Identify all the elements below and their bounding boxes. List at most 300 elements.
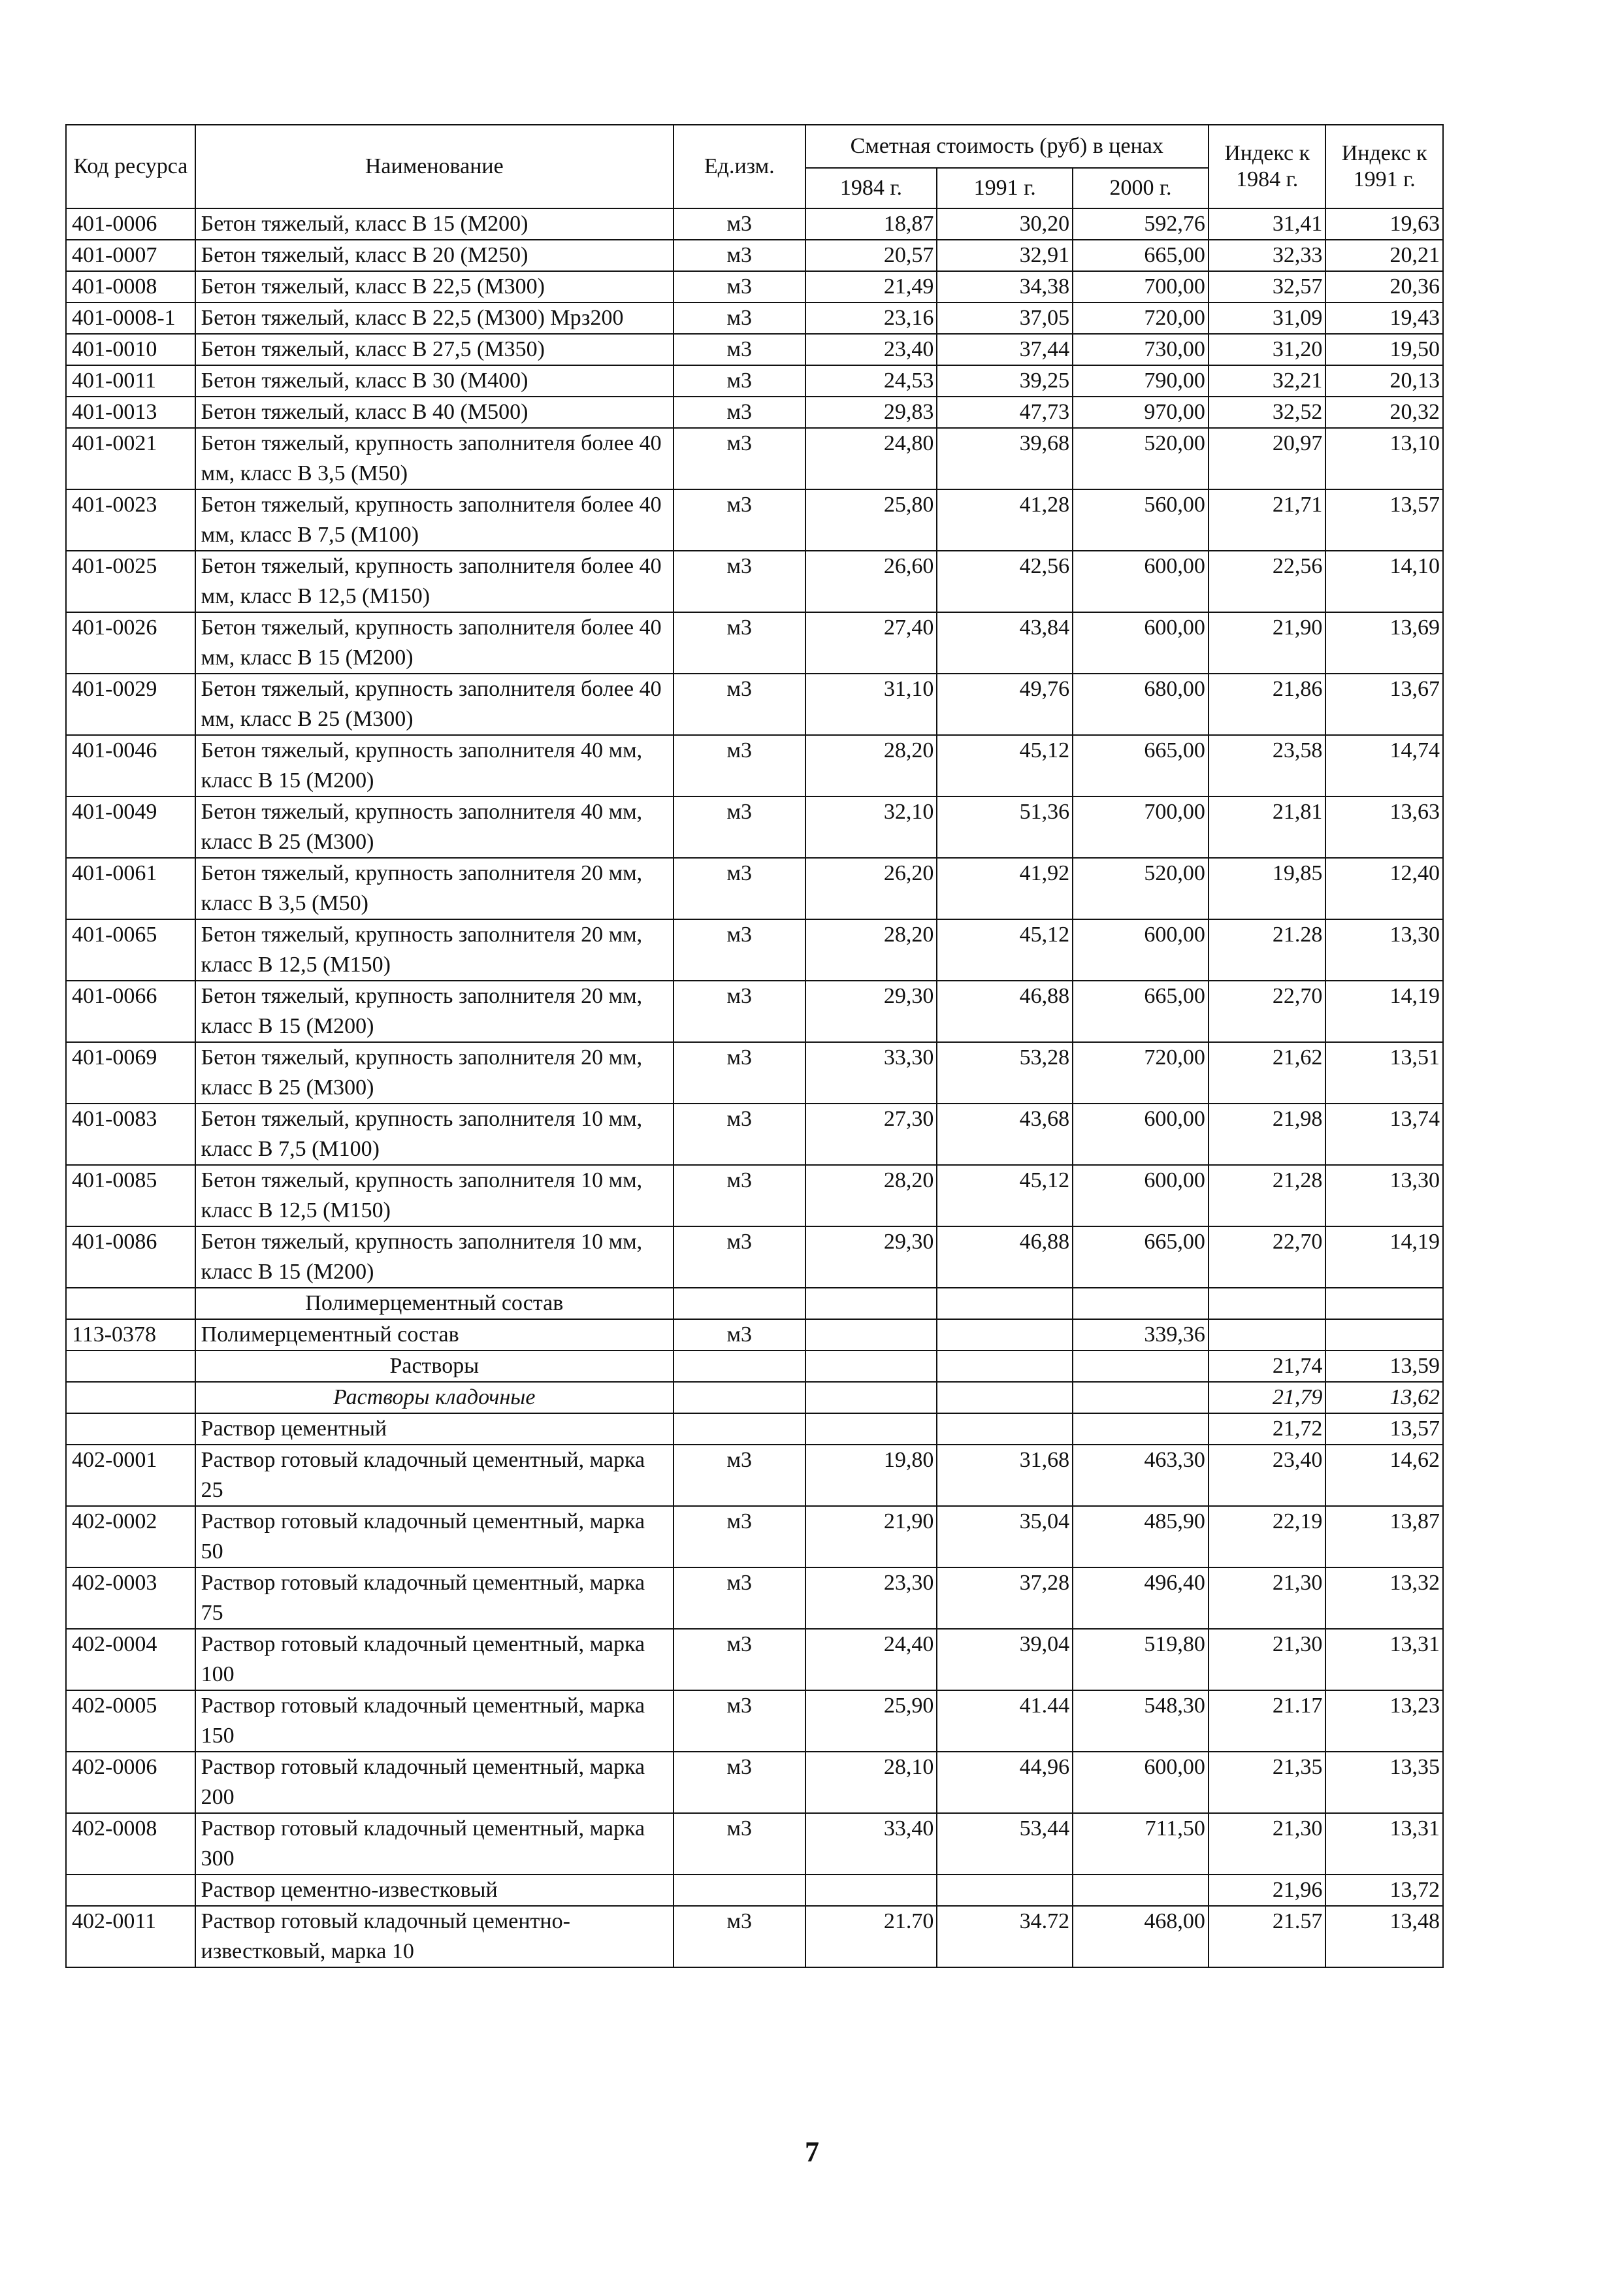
code-cell: 401-0061 [66, 858, 195, 919]
price-2000-cell: 560,00 [1073, 489, 1209, 551]
price-1991-cell: 47,73 [937, 397, 1073, 428]
price-1984-cell: 23,40 [805, 334, 937, 365]
unit-cell [674, 1875, 805, 1906]
header-index-1991: Индекс к 1991 г. [1325, 125, 1443, 208]
index-1984-cell: 22,70 [1209, 1226, 1326, 1288]
name-cell: Бетон тяжелый, класс В 15 (М200) [195, 208, 674, 240]
price-2000-cell: 680,00 [1073, 674, 1209, 735]
index-1991-cell: 14,19 [1325, 981, 1443, 1042]
index-1984-cell: 21.57 [1209, 1906, 1326, 1967]
index-1991-cell: 13,63 [1325, 796, 1443, 858]
index-1991-cell: 20,36 [1325, 271, 1443, 303]
price-1984-cell: 28,20 [805, 735, 937, 796]
index-1991-cell: 13,31 [1325, 1813, 1443, 1875]
price-2000-cell: 600,00 [1073, 551, 1209, 612]
code-cell: 401-0086 [66, 1226, 195, 1288]
name-cell: Бетон тяжелый, крупность заполнителя 20 мм, класс В 12,5 (М150) [195, 919, 674, 981]
price-1991-cell: 37,28 [937, 1567, 1073, 1629]
name-cell: Бетон тяжелый, класс В 27,5 (М350) [195, 334, 674, 365]
index-1991-cell: 12,40 [1325, 858, 1443, 919]
price-1984-cell: 24,53 [805, 365, 937, 397]
price-1984-cell [805, 1413, 937, 1445]
price-1991-cell: 31,68 [937, 1445, 1073, 1506]
table-row [66, 919, 1443, 981]
index-1984-cell: 21,71 [1209, 489, 1326, 551]
price-1984-cell: 26,20 [805, 858, 937, 919]
price-1984-cell: 28,10 [805, 1752, 937, 1813]
price-2000-cell: 720,00 [1073, 1042, 1209, 1104]
unit-cell: м3 [674, 858, 805, 919]
code-cell [66, 1382, 195, 1413]
name-cell: Бетон тяжелый, класс В 20 (М250) [195, 240, 674, 271]
price-1991-cell: 43,68 [937, 1104, 1073, 1165]
price-1984-cell: 28,20 [805, 919, 937, 981]
price-1984-cell: 28,20 [805, 1165, 937, 1226]
code-cell: 401-0011 [66, 365, 195, 397]
table-row [66, 1042, 1443, 1104]
name-cell: Бетон тяжелый, крупность заполнителя более 40 мм, класс В 3,5 (М50) [195, 428, 674, 489]
index-1991-cell: 13,32 [1325, 1567, 1443, 1629]
unit-cell: м3 [674, 981, 805, 1042]
price-2000-cell: 700,00 [1073, 271, 1209, 303]
price-1991-cell: 42,56 [937, 551, 1073, 612]
code-cell: 402-0004 [66, 1629, 195, 1690]
code-cell [66, 1351, 195, 1382]
code-cell: 401-0013 [66, 397, 195, 428]
unit-cell [674, 1382, 805, 1413]
unit-cell [674, 1413, 805, 1445]
name-cell: Бетон тяжелый, крупность заполнителя более 40 мм, класс В 7,5 (М100) [195, 489, 674, 551]
name-cell: Полимерцементный состав [195, 1319, 674, 1351]
table-row [66, 796, 1443, 858]
unit-cell: м3 [674, 1042, 805, 1104]
unit-cell [674, 1288, 805, 1319]
index-1991-cell: 20,21 [1325, 240, 1443, 271]
name-cell: Бетон тяжелый, крупность заполнителя 40 мм, класс В 15 (М200) [195, 735, 674, 796]
price-2000-cell: 600,00 [1073, 612, 1209, 674]
name-cell: Полимерцементный состав [195, 1288, 674, 1319]
price-1984-cell [805, 1319, 937, 1351]
price-1991-cell: 43,84 [937, 612, 1073, 674]
code-cell: 402-0008 [66, 1813, 195, 1875]
index-1991-cell: 14,74 [1325, 735, 1443, 796]
price-2000-cell: 700,00 [1073, 796, 1209, 858]
code-cell: 402-0006 [66, 1752, 195, 1813]
index-1991-cell: 20,32 [1325, 397, 1443, 428]
code-cell: 401-0025 [66, 551, 195, 612]
index-1984-cell: 32,33 [1209, 240, 1326, 271]
index-1984-cell: 22,70 [1209, 981, 1326, 1042]
section-row [66, 1382, 1443, 1413]
index-1984-cell [1209, 1288, 1326, 1319]
price-1984-cell: 27,40 [805, 612, 937, 674]
table-row [66, 208, 1443, 240]
name-cell: Раствор готовый кладочный цементный, марка 300 [195, 1813, 674, 1875]
price-1991-cell: 41.44 [937, 1690, 1073, 1752]
price-1984-cell: 21,90 [805, 1506, 937, 1567]
code-cell: 401-0049 [66, 796, 195, 858]
price-2000-cell: 468,00 [1073, 1906, 1209, 1967]
name-cell: Раствор готовый кладочный цементный, марка 25 [195, 1445, 674, 1506]
price-1991-cell: 37,05 [937, 303, 1073, 334]
price-2000-cell: 600,00 [1073, 1165, 1209, 1226]
price-2000-cell [1073, 1288, 1209, 1319]
price-1991-cell: 34.72 [937, 1906, 1073, 1967]
index-1984-cell: 21,79 [1209, 1382, 1326, 1413]
index-1984-cell [1209, 1319, 1326, 1351]
price-1991-cell: 46,88 [937, 981, 1073, 1042]
unit-cell: м3 [674, 1752, 805, 1813]
table-row [66, 240, 1443, 271]
index-1991-cell: 20,13 [1325, 365, 1443, 397]
unit-cell: м3 [674, 674, 805, 735]
index-1991-cell [1325, 1319, 1443, 1351]
price-2000-cell: 665,00 [1073, 240, 1209, 271]
page-number: 7 [805, 2136, 819, 2168]
price-1991-cell: 34,38 [937, 271, 1073, 303]
name-cell: Бетон тяжелый, крупность заполнителя 20 мм, класс В 25 (М300) [195, 1042, 674, 1104]
code-cell: 401-0010 [66, 334, 195, 365]
name-cell: Растворы [195, 1351, 674, 1382]
unit-cell: м3 [674, 303, 805, 334]
unit-cell: м3 [674, 1506, 805, 1567]
price-2000-cell: 520,00 [1073, 858, 1209, 919]
price-1984-cell: 29,30 [805, 1226, 937, 1288]
index-1984-cell: 21,35 [1209, 1752, 1326, 1813]
index-1984-cell: 21.17 [1209, 1690, 1326, 1752]
header-1991: 1991 г. [937, 168, 1073, 208]
index-1984-cell: 21,90 [1209, 612, 1326, 674]
index-1984-cell: 31,20 [1209, 334, 1326, 365]
price-2000-cell: 665,00 [1073, 981, 1209, 1042]
code-cell: 402-0005 [66, 1690, 195, 1752]
section-row [66, 1351, 1443, 1382]
index-1984-cell: 21,30 [1209, 1629, 1326, 1690]
header-2000: 2000 г. [1073, 168, 1209, 208]
price-2000-cell: 519,80 [1073, 1629, 1209, 1690]
price-1991-cell: 32,91 [937, 240, 1073, 271]
index-1991-cell [1325, 1288, 1443, 1319]
table-row [66, 981, 1443, 1042]
index-1991-cell: 13,31 [1325, 1629, 1443, 1690]
name-cell: Раствор готовый кладочный цементный, марка 200 [195, 1752, 674, 1813]
price-2000-cell: 600,00 [1073, 919, 1209, 981]
unit-cell: м3 [674, 1813, 805, 1875]
header-index-1984: Индекс к 1984 г. [1209, 125, 1326, 208]
price-1984-cell: 21.70 [805, 1906, 937, 1967]
index-1984-cell: 21,28 [1209, 1165, 1326, 1226]
price-1991-cell: 41,92 [937, 858, 1073, 919]
index-1984-cell: 23,40 [1209, 1445, 1326, 1506]
code-cell: 402-0002 [66, 1506, 195, 1567]
index-1991-cell: 13,35 [1325, 1752, 1443, 1813]
name-cell: Раствор готовый кладочный цементный, марка 75 [195, 1567, 674, 1629]
index-1991-cell: 14,19 [1325, 1226, 1443, 1288]
name-cell: Бетон тяжелый, крупность заполнителя более 40 мм, класс В 15 (М200) [195, 612, 674, 674]
index-1991-cell: 13,51 [1325, 1042, 1443, 1104]
index-1984-cell: 21.28 [1209, 919, 1326, 981]
table-row [66, 1629, 1443, 1690]
code-cell [66, 1288, 195, 1319]
price-1984-cell: 23,16 [805, 303, 937, 334]
price-1991-cell: 53,44 [937, 1813, 1073, 1875]
table-row [66, 1445, 1443, 1506]
code-cell: 402-0011 [66, 1906, 195, 1967]
price-1984-cell: 33,40 [805, 1813, 937, 1875]
section-row [66, 1875, 1443, 1906]
price-1984-cell [805, 1875, 937, 1906]
price-1984-cell: 21,49 [805, 271, 937, 303]
table-row [66, 334, 1443, 365]
price-1984-cell: 26,60 [805, 551, 937, 612]
price-1991-cell [937, 1875, 1073, 1906]
price-1991-cell [937, 1319, 1073, 1351]
code-cell: 401-0069 [66, 1042, 195, 1104]
index-1984-cell: 32,52 [1209, 397, 1326, 428]
index-1984-cell: 23,58 [1209, 735, 1326, 796]
price-2000-cell: 496,40 [1073, 1567, 1209, 1629]
price-2000-cell [1073, 1413, 1209, 1445]
price-1984-cell: 31,10 [805, 674, 937, 735]
table-row [66, 1690, 1443, 1752]
name-cell: Бетон тяжелый, крупность заполнителя более 40 мм, класс В 25 (М300) [195, 674, 674, 735]
unit-cell [674, 1351, 805, 1382]
code-cell: 401-0083 [66, 1104, 195, 1165]
table-row [66, 1506, 1443, 1567]
name-cell: Раствор готовый кладочный цементный, марка 150 [195, 1690, 674, 1752]
header-name: Наименование [195, 125, 674, 208]
price-1991-cell: 39,25 [937, 365, 1073, 397]
price-2000-cell [1073, 1351, 1209, 1382]
table-header [66, 125, 1443, 208]
name-cell: Раствор готовый кладочный цементно-известковый, марка 10 [195, 1906, 674, 1967]
index-1984-cell: 32,21 [1209, 365, 1326, 397]
price-2000-cell: 970,00 [1073, 397, 1209, 428]
index-1991-cell: 13,74 [1325, 1104, 1443, 1165]
price-2000-cell: 520,00 [1073, 428, 1209, 489]
price-1984-cell: 25,80 [805, 489, 937, 551]
table-row [66, 1813, 1443, 1875]
name-cell: Бетон тяжелый, класс В 40 (М500) [195, 397, 674, 428]
price-1991-cell: 45,12 [937, 1165, 1073, 1226]
index-1984-cell: 31,09 [1209, 303, 1326, 334]
table-row [66, 858, 1443, 919]
unit-cell: м3 [674, 796, 805, 858]
name-cell: Бетон тяжелый, крупность заполнителя 10 мм, класс В 15 (М200) [195, 1226, 674, 1288]
code-cell: 401-0021 [66, 428, 195, 489]
index-1991-cell: 13,10 [1325, 428, 1443, 489]
price-1991-cell [937, 1413, 1073, 1445]
price-2000-cell: 790,00 [1073, 365, 1209, 397]
price-1991-cell: 45,12 [937, 735, 1073, 796]
price-1991-cell [937, 1351, 1073, 1382]
name-cell: Раствор цементный [195, 1413, 674, 1445]
name-cell: Раствор цементно-известковый [195, 1875, 674, 1906]
price-1984-cell: 19,80 [805, 1445, 937, 1506]
price-2000-cell: 600,00 [1073, 1104, 1209, 1165]
price-1991-cell [937, 1288, 1073, 1319]
code-cell: 401-0065 [66, 919, 195, 981]
index-1991-cell: 19,43 [1325, 303, 1443, 334]
price-1991-cell [937, 1382, 1073, 1413]
price-2000-cell: 548,30 [1073, 1690, 1209, 1752]
price-1984-cell: 20,57 [805, 240, 937, 271]
code-cell: 401-0046 [66, 735, 195, 796]
price-1991-cell: 41,28 [937, 489, 1073, 551]
code-cell: 401-0026 [66, 612, 195, 674]
unit-cell: м3 [674, 1445, 805, 1506]
unit-cell: м3 [674, 1906, 805, 1967]
price-2000-cell: 665,00 [1073, 735, 1209, 796]
unit-cell: м3 [674, 1567, 805, 1629]
header-1984: 1984 г. [805, 168, 937, 208]
price-1984-cell: 24,40 [805, 1629, 937, 1690]
table-row [66, 1226, 1443, 1288]
price-2000-cell: 730,00 [1073, 334, 1209, 365]
price-2000-cell: 339,36 [1073, 1319, 1209, 1351]
price-2000-cell: 485,90 [1073, 1506, 1209, 1567]
index-1991-cell: 13,57 [1325, 489, 1443, 551]
price-1991-cell: 35,04 [937, 1506, 1073, 1567]
table-row [66, 1752, 1443, 1813]
index-1984-cell: 31,41 [1209, 208, 1326, 240]
code-cell: 401-0066 [66, 981, 195, 1042]
index-1984-cell: 21,72 [1209, 1413, 1326, 1445]
code-cell [66, 1413, 195, 1445]
code-cell [66, 1875, 195, 1906]
price-2000-cell: 720,00 [1073, 303, 1209, 334]
unit-cell: м3 [674, 240, 805, 271]
price-1991-cell: 46,88 [937, 1226, 1073, 1288]
price-1984-cell: 29,30 [805, 981, 937, 1042]
price-1991-cell: 37,44 [937, 334, 1073, 365]
index-1984-cell: 21,96 [1209, 1875, 1326, 1906]
name-cell: Бетон тяжелый, крупность заполнителя 10 мм, класс В 12,5 (М150) [195, 1165, 674, 1226]
section-row [66, 1413, 1443, 1445]
header-unit: Ед.изм. [674, 125, 805, 208]
index-1984-cell: 21,81 [1209, 796, 1326, 858]
price-2000-cell: 665,00 [1073, 1226, 1209, 1288]
unit-cell: м3 [674, 1165, 805, 1226]
index-1991-cell: 13,72 [1325, 1875, 1443, 1906]
unit-cell: м3 [674, 208, 805, 240]
name-cell: Раствор готовый кладочный цементный, марка 100 [195, 1629, 674, 1690]
name-cell: Бетон тяжелый, класс В 22,5 (М300) Мрз200 [195, 303, 674, 334]
table-row [66, 489, 1443, 551]
table-row [66, 428, 1443, 489]
table-row [66, 551, 1443, 612]
code-cell: 402-0003 [66, 1567, 195, 1629]
code-cell: 401-0029 [66, 674, 195, 735]
index-1991-cell: 14,10 [1325, 551, 1443, 612]
index-1991-cell: 13,30 [1325, 919, 1443, 981]
unit-cell: м3 [674, 1690, 805, 1752]
name-cell: Бетон тяжелый, класс В 22,5 (М300) [195, 271, 674, 303]
code-cell: 401-0006 [66, 208, 195, 240]
index-1984-cell: 22,56 [1209, 551, 1326, 612]
code-cell: 401-0008 [66, 271, 195, 303]
price-1991-cell: 53,28 [937, 1042, 1073, 1104]
unit-cell: м3 [674, 271, 805, 303]
code-cell: 401-0007 [66, 240, 195, 271]
index-1984-cell: 21,86 [1209, 674, 1326, 735]
index-1991-cell: 13,62 [1325, 1382, 1443, 1413]
table-row [66, 271, 1443, 303]
table-row [66, 1165, 1443, 1226]
index-1984-cell: 21,98 [1209, 1104, 1326, 1165]
name-cell: Бетон тяжелый, крупность заполнителя 20 мм, класс В 15 (М200) [195, 981, 674, 1042]
price-1984-cell [805, 1382, 937, 1413]
unit-cell: м3 [674, 551, 805, 612]
table-row [66, 397, 1443, 428]
index-1991-cell: 13,23 [1325, 1690, 1443, 1752]
price-1991-cell: 39,68 [937, 428, 1073, 489]
index-1991-cell: 13,30 [1325, 1165, 1443, 1226]
price-1984-cell: 24,80 [805, 428, 937, 489]
code-cell: 401-0008-1 [66, 303, 195, 334]
name-cell: Раствор готовый кладочный цементный, марка 50 [195, 1506, 674, 1567]
unit-cell: м3 [674, 365, 805, 397]
price-1984-cell: 23,30 [805, 1567, 937, 1629]
index-1991-cell: 13,48 [1325, 1906, 1443, 1967]
price-1991-cell: 30,20 [937, 208, 1073, 240]
name-cell: Бетон тяжелый, класс В 30 (М400) [195, 365, 674, 397]
table-row [66, 1567, 1443, 1629]
unit-cell: м3 [674, 1104, 805, 1165]
price-2000-cell [1073, 1382, 1209, 1413]
unit-cell: м3 [674, 735, 805, 796]
price-1991-cell: 45,12 [937, 919, 1073, 981]
index-1991-cell: 13,69 [1325, 612, 1443, 674]
name-cell: Бетон тяжелый, крупность заполнителя более 40 мм, класс В 12,5 (М150) [195, 551, 674, 612]
table-row [66, 612, 1443, 674]
code-cell: 401-0023 [66, 489, 195, 551]
price-1991-cell: 44,96 [937, 1752, 1073, 1813]
price-2000-cell: 600,00 [1073, 1752, 1209, 1813]
price-1991-cell: 39,04 [937, 1629, 1073, 1690]
index-1984-cell: 32,57 [1209, 271, 1326, 303]
name-cell: Растворы кладочные [195, 1382, 674, 1413]
price-1991-cell: 51,36 [937, 796, 1073, 858]
index-1991-cell: 13,67 [1325, 674, 1443, 735]
index-1984-cell: 21,74 [1209, 1351, 1326, 1382]
index-1984-cell: 22,19 [1209, 1506, 1326, 1567]
price-2000-cell: 592,76 [1073, 208, 1209, 240]
unit-cell: м3 [674, 397, 805, 428]
price-1984-cell [805, 1288, 937, 1319]
price-1984-cell: 18,87 [805, 208, 937, 240]
unit-cell: м3 [674, 489, 805, 551]
table-body [66, 208, 1443, 1967]
name-cell: Бетон тяжелый, крупность заполнителя 40 мм, класс В 25 (М300) [195, 796, 674, 858]
index-1984-cell: 19,85 [1209, 858, 1326, 919]
price-1984-cell: 27,30 [805, 1104, 937, 1165]
table-row [66, 303, 1443, 334]
unit-cell: м3 [674, 612, 805, 674]
code-cell: 401-0085 [66, 1165, 195, 1226]
table-row [66, 1104, 1443, 1165]
index-1984-cell: 21,62 [1209, 1042, 1326, 1104]
price-2000-cell [1073, 1875, 1209, 1906]
index-1991-cell: 19,50 [1325, 334, 1443, 365]
price-1984-cell: 25,90 [805, 1690, 937, 1752]
index-1991-cell: 13,87 [1325, 1506, 1443, 1567]
table-row [66, 674, 1443, 735]
price-1984-cell: 32,10 [805, 796, 937, 858]
table-row [66, 735, 1443, 796]
index-1984-cell: 21,30 [1209, 1813, 1326, 1875]
price-1991-cell: 49,76 [937, 674, 1073, 735]
